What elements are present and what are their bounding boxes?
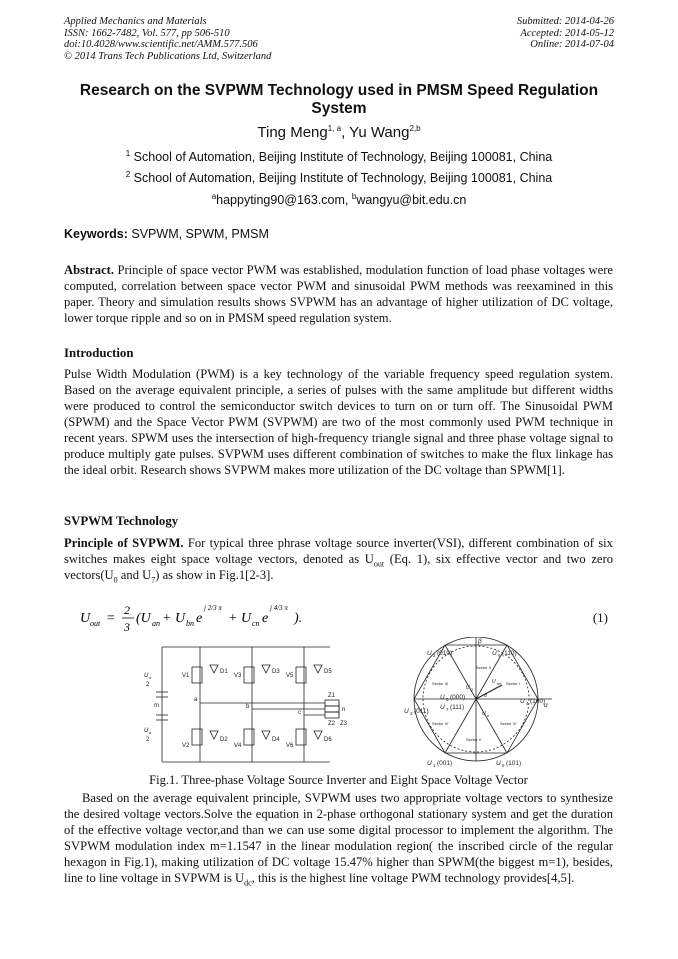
- ud-top-sub: d: [149, 675, 152, 680]
- principle-text-2: (Eq. 1), six effective vector and two zero vectors(U: [64, 552, 613, 582]
- u2-label: U: [427, 650, 432, 657]
- beta-label: β: [478, 638, 482, 645]
- label-d5: D5: [324, 669, 332, 675]
- switch-v3: [244, 667, 254, 683]
- body2-sub: dc: [244, 878, 252, 888]
- u5-sub: 5: [502, 763, 505, 768]
- keywords-text: SVPWM, SPWM, PMSM: [127, 227, 269, 241]
- copyright: © 2014 Trans Tech Publications Ltd, Switzerland: [64, 50, 272, 62]
- intro-heading: Introduction: [64, 346, 134, 360]
- label-v6: V6: [286, 743, 294, 749]
- theta-label: θ: [484, 693, 487, 699]
- label-d6: D6: [324, 737, 332, 743]
- label-d2: D2: [220, 737, 228, 743]
- email-1-sup: a: [211, 191, 217, 201]
- u0-code: (000): [450, 694, 466, 701]
- diode-d1: [210, 665, 218, 673]
- affiliation-1: [64, 150, 614, 164]
- author-2-sup: 2,b: [409, 124, 421, 133]
- ubeta-label: U: [466, 685, 470, 691]
- eq-plus2: + U: [228, 611, 252, 626]
- node-m: m: [154, 703, 159, 709]
- affiliation-2-text: School of Automation, Beijing Institute of Technology, Beijing 100081, China: [130, 171, 553, 185]
- eq-e2: e: [262, 611, 269, 626]
- load-z3: [325, 712, 339, 718]
- figure-svg: [140, 637, 560, 772]
- email-1[interactable]: happyting90@163.com,: [216, 193, 352, 207]
- equation-1: [80, 600, 610, 634]
- label-d3: D3: [272, 669, 280, 675]
- eq-end: ).: [294, 611, 303, 626]
- u2-sub: 2: [433, 653, 436, 658]
- label-d1: D1: [220, 669, 228, 675]
- author-2: Yu Wang: [349, 124, 410, 141]
- u2-code: (010): [437, 650, 453, 657]
- author-1: Ting Meng: [257, 124, 328, 141]
- switch-v5: [296, 667, 306, 683]
- email-2-sup: b: [351, 191, 357, 201]
- sector-iii-label: Sector III: [432, 681, 449, 686]
- eq-e1: e: [196, 611, 203, 626]
- abstract-text: Principle of space vector PWM was established, modulation function of load phase voltages were computed, correlation between space vector PWM and sinusoidal PWM methods was reexamined in this paper. Theory and simulation results shows SVPWM has an advantage of higher utilization of DC voltage, lower torque ripple and so on in PMSM speed regulation system.: [64, 263, 613, 325]
- principle-sub-3: 7: [151, 575, 156, 585]
- u1-code: (001): [437, 760, 453, 767]
- label-v4: V4: [234, 743, 242, 749]
- label-d4: D4: [272, 737, 280, 743]
- email-2[interactable]: wangyu@bit.edu.cn: [356, 193, 467, 207]
- accepted-date: Accepted: 2014-05-12: [520, 27, 614, 39]
- sector-vi-label: Sector VI: [500, 721, 517, 726]
- node-n: n: [342, 707, 346, 713]
- u3-label: U: [404, 708, 409, 715]
- node-a: a: [194, 697, 198, 703]
- eq-t1-sub: an: [152, 619, 160, 628]
- u7-label: U: [440, 704, 445, 711]
- abstract-label: Abstract.: [64, 263, 115, 277]
- eq-lhs-sub: out: [90, 619, 101, 628]
- body-paragraph-2: [64, 790, 613, 886]
- eq-num: 2: [124, 603, 130, 617]
- abstract: [64, 262, 613, 326]
- principle-sub-2: 0: [113, 575, 118, 585]
- ualpha-label: U: [482, 711, 486, 717]
- u6-sub: 6: [498, 653, 501, 658]
- u6-label: U: [492, 650, 497, 657]
- ud-bot-label: U: [144, 728, 149, 734]
- principle-text-4: ) as show in Fig.1[2-3].: [155, 568, 274, 582]
- switch-v1: [192, 667, 202, 683]
- u6-code: (110): [502, 650, 517, 657]
- label-v5: V5: [286, 673, 294, 679]
- label-z2: Z2: [328, 721, 336, 727]
- sector-iv-label: Sector IV: [432, 721, 449, 726]
- affiliation-2: [64, 171, 614, 185]
- u4-label: U: [520, 698, 525, 705]
- eq-lhs: U: [80, 611, 91, 626]
- u1-label: U: [427, 760, 432, 767]
- ualpha-sub: α: [487, 714, 490, 718]
- label-z1: Z1: [328, 693, 336, 699]
- switch-v2: [192, 729, 202, 745]
- eq-equals: =: [106, 611, 116, 626]
- figure-1: [140, 637, 560, 777]
- u7-code: (111): [450, 704, 465, 711]
- body2-text-2: , this is the highest line voltage PWM technology provides[4,5].: [251, 871, 575, 885]
- principle-text-1: For typical three phrase voltage source inverter(VSI), different combination of six switches makes eight space voltage vectors, denoted as U: [64, 536, 613, 566]
- alpha-label: α: [544, 702, 548, 709]
- uref-label: U: [492, 679, 496, 685]
- u7-sub: 7: [446, 707, 449, 712]
- u4-sub: 4: [526, 701, 529, 706]
- label-v1: V1: [182, 673, 190, 679]
- journal-name: Applied Mechanics and Materials: [64, 16, 207, 27]
- u0-sub: 0: [446, 697, 449, 702]
- ud-top-two: 2: [146, 682, 150, 688]
- u4-code: (100): [530, 698, 546, 705]
- ud-top-label: U: [144, 673, 149, 679]
- principle-text-3: and U: [117, 568, 152, 582]
- eq-exp1: j 2/3 π: [204, 604, 222, 612]
- node-c: c: [298, 710, 301, 716]
- equation-number: (1): [592, 610, 608, 625]
- label-v3: V3: [234, 673, 242, 679]
- equation-svg: [80, 600, 340, 634]
- diode-d3: [262, 665, 270, 673]
- online-date: Online: 2014-07-04: [530, 39, 614, 50]
- author-separator: ,: [341, 124, 350, 141]
- affiliation-2-sup: 2: [125, 169, 131, 179]
- eq-t3-sub: cn: [252, 619, 260, 628]
- label-z3: Z3: [340, 721, 348, 727]
- sector-ii-label: Sector II: [476, 665, 491, 670]
- keywords: [64, 227, 614, 241]
- svpwm-heading: SVPWM Technology: [64, 514, 179, 528]
- doi-link[interactable]: doi:10.4028/www.scientific.net/AMM.577.506: [64, 39, 258, 50]
- email-line: [64, 193, 614, 207]
- switch-v6: [296, 729, 306, 745]
- author-list: [64, 124, 614, 141]
- eq-t2-sub: bn: [186, 619, 194, 628]
- sector-i-label: Sector I: [506, 681, 520, 686]
- sector-v-label: Sector V: [466, 737, 482, 742]
- principle-label: Principle of SVPWM.: [64, 536, 184, 550]
- principle-sub-1: out: [373, 559, 385, 569]
- ud-bot-two: 2: [146, 737, 150, 743]
- node-b: b: [246, 704, 250, 710]
- u5-label: U: [496, 760, 501, 767]
- intro-text: Pulse Width Modulation (PWM) is a key technology of the variable frequency speed regulation system. Based on the average equivalent principle, a series of pulses with the same amplitude but different widths were produced to control the semiconductor switch devices to turn on or turn off. The Sinusoidal PWM (SPWM) and the Space Vector PWM (SVPWM) are two of the most commonly used PWM technique in recent years. SPWM uses the intersection of high-frequency triangle signal and three phase voltage signal to produce multiply gate pulses. SVPWM uses different combination of switches to make the flux linkage has the ideal orbit. Research shows SVPWM makes more utilization of the DC voltage than SPWM[1].: [64, 367, 613, 477]
- u0-label: U: [440, 694, 445, 701]
- body2-text-1: Based on the average equivalent principle, SVPWM uses two appropriate voltage vectors to synthesize the desired voltage vectors.Solve the equation in 2-phase orthogonal stationary system and get the duration of the effective voltage vector,and than we can use some digital processor to implement the algorithm. The SVPWM modulation index m=1.1547 in the linear modulation region( the inscribed circle of the regular hexagon in Fig.1), making utilization of DC voltage 15.47% higher than SPWM(the biggest m=1), besides, line to line voltage in SVPWM is U: [64, 791, 613, 885]
- submitted-date: Submitted: 2014-04-26: [516, 16, 614, 27]
- diode-d6: [314, 731, 322, 739]
- affiliation-1-text: School of Automation, Beijing Institute of Technology, Beijing 100081, China: [130, 150, 553, 164]
- u5-code: (101): [506, 760, 522, 767]
- switch-v4: [244, 729, 254, 745]
- label-v2: V2: [182, 743, 190, 749]
- u3-code: (011): [414, 708, 429, 715]
- diode-d4: [262, 731, 270, 739]
- u3-sub: 3: [410, 711, 413, 716]
- eq-plus1: + U: [162, 611, 186, 626]
- issn: ISSN: 1662-7482, Vol. 577, pp 506-510: [64, 27, 230, 39]
- eq-exp2: j 4/3 π: [270, 604, 288, 612]
- eq-t1: (U: [136, 611, 151, 626]
- keywords-label: Keywords:: [64, 227, 128, 241]
- ud-bot-sub: d: [149, 730, 152, 735]
- svpwm-principle: [64, 535, 613, 583]
- u1-sub: 1: [433, 763, 436, 768]
- load-z2: [325, 706, 339, 712]
- diode-d5: [314, 665, 322, 673]
- affiliation-1-sup: 1: [125, 148, 131, 158]
- figure-caption: Fig.1. Three-phase Voltage Source Inverter and Eight Space Voltage Vector: [149, 773, 528, 787]
- paper-title: Research on the SVPWM Technology used in PMSM Speed Regulation System: [79, 82, 599, 117]
- author-1-sup: 1, a: [327, 124, 342, 133]
- publication-dates: [517, 16, 614, 51]
- journal-metadata: [64, 16, 271, 62]
- load-z1: [325, 700, 339, 706]
- eq-den: 3: [124, 620, 130, 634]
- ubeta-sub: β: [471, 688, 474, 692]
- diode-d2: [210, 731, 218, 739]
- uref-sub: ref: [497, 682, 502, 686]
